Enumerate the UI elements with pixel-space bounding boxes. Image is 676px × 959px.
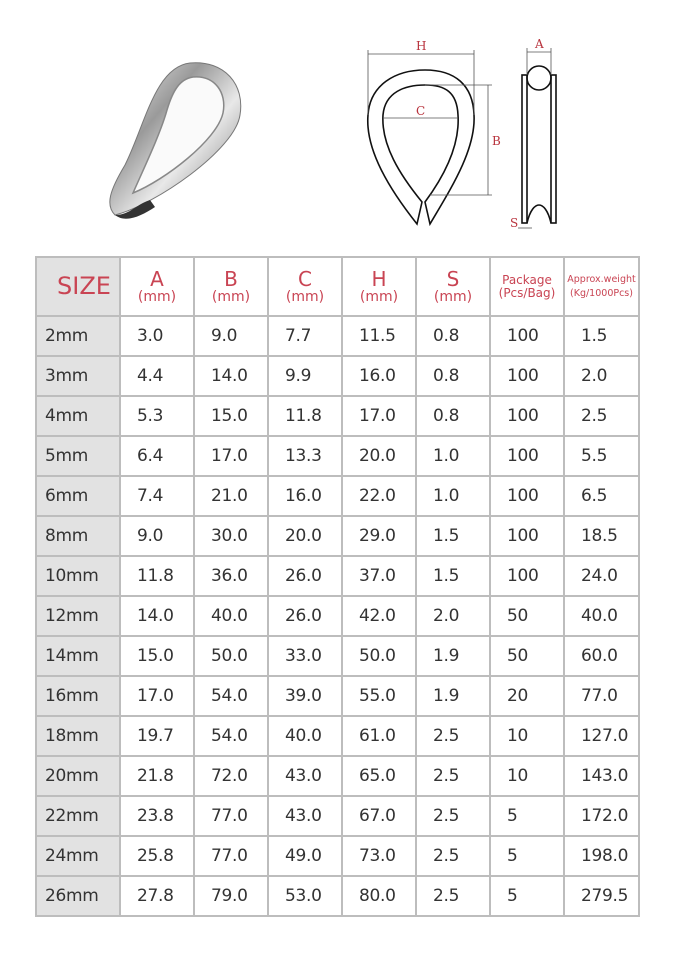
value-cell: 15.0 bbox=[194, 396, 268, 436]
value-cell: 0.8 bbox=[416, 356, 490, 396]
table-row bbox=[36, 716, 639, 756]
size-cell: 14mm bbox=[36, 636, 120, 676]
value-cell: 26.0 bbox=[268, 596, 342, 636]
size-cell: 6mm bbox=[36, 476, 120, 516]
value-cell: 53.0 bbox=[268, 876, 342, 916]
table-row bbox=[36, 316, 639, 356]
value-cell: 79.0 bbox=[194, 876, 268, 916]
value-cell: 73.0 bbox=[342, 836, 416, 876]
column-header-a bbox=[120, 257, 194, 316]
header-label: Package bbox=[502, 272, 552, 287]
size-cell: 10mm bbox=[36, 556, 120, 596]
column-header-package bbox=[490, 257, 564, 316]
value-cell: 0.8 bbox=[416, 316, 490, 356]
value-cell: 5.3 bbox=[120, 396, 194, 436]
value-cell: 20.0 bbox=[342, 436, 416, 476]
table-row bbox=[36, 436, 639, 476]
value-cell: 2.5 bbox=[416, 876, 490, 916]
spec-table bbox=[35, 256, 640, 917]
size-cell: 18mm bbox=[36, 716, 120, 756]
table-row bbox=[36, 356, 639, 396]
value-cell: 2.5 bbox=[416, 756, 490, 796]
column-header-h bbox=[342, 257, 416, 316]
value-cell: 77.0 bbox=[564, 676, 639, 716]
size-cell: 4mm bbox=[36, 396, 120, 436]
header-label: S bbox=[446, 266, 460, 291]
table-row bbox=[36, 756, 639, 796]
value-cell: 11.8 bbox=[268, 396, 342, 436]
value-cell: 1.9 bbox=[416, 676, 490, 716]
table-row bbox=[36, 556, 639, 596]
value-cell: 40.0 bbox=[194, 596, 268, 636]
size-cell: 2mm bbox=[36, 316, 120, 356]
value-cell: 1.9 bbox=[416, 636, 490, 676]
value-cell: 5 bbox=[490, 796, 564, 836]
header-label: C bbox=[298, 266, 312, 291]
value-cell: 7.4 bbox=[120, 476, 194, 516]
value-cell: 1.0 bbox=[416, 476, 490, 516]
value-cell: 2.0 bbox=[416, 596, 490, 636]
size-cell: 16mm bbox=[36, 676, 120, 716]
size-cell: 12mm bbox=[36, 596, 120, 636]
value-cell: 65.0 bbox=[342, 756, 416, 796]
value-cell: 21.0 bbox=[194, 476, 268, 516]
value-cell: 40.0 bbox=[268, 716, 342, 756]
value-cell: 172.0 bbox=[564, 796, 639, 836]
value-cell: 15.0 bbox=[120, 636, 194, 676]
value-cell: 33.0 bbox=[268, 636, 342, 676]
value-cell: 100 bbox=[490, 316, 564, 356]
value-cell: 49.0 bbox=[268, 836, 342, 876]
value-cell: 36.0 bbox=[194, 556, 268, 596]
value-cell: 100 bbox=[490, 476, 564, 516]
value-cell: 29.0 bbox=[342, 516, 416, 556]
value-cell: 7.7 bbox=[268, 316, 342, 356]
size-cell: 5mm bbox=[36, 436, 120, 476]
value-cell: 50 bbox=[490, 596, 564, 636]
value-cell: 16.0 bbox=[268, 476, 342, 516]
label-h: H bbox=[416, 39, 427, 53]
column-header-c bbox=[268, 257, 342, 316]
header-label: H bbox=[371, 266, 387, 291]
value-cell: 77.0 bbox=[194, 836, 268, 876]
wire-rope-thimble-photo bbox=[95, 55, 255, 225]
value-cell: 14.0 bbox=[120, 596, 194, 636]
value-cell: 2.5 bbox=[416, 796, 490, 836]
value-cell: 1.5 bbox=[416, 516, 490, 556]
value-cell: 9.9 bbox=[268, 356, 342, 396]
header-label: B bbox=[224, 266, 238, 291]
header-unit: (mm) bbox=[285, 288, 325, 305]
value-cell: 50.0 bbox=[194, 636, 268, 676]
value-cell: 55.0 bbox=[342, 676, 416, 716]
value-cell: 11.5 bbox=[342, 316, 416, 356]
value-cell: 50 bbox=[490, 636, 564, 676]
size-cell: 8mm bbox=[36, 516, 120, 556]
value-cell: 6.5 bbox=[564, 476, 639, 516]
table-row bbox=[36, 596, 639, 636]
value-cell: 27.8 bbox=[120, 876, 194, 916]
value-cell: 24.0 bbox=[564, 556, 639, 596]
value-cell: 20 bbox=[490, 676, 564, 716]
value-cell: 0.8 bbox=[416, 396, 490, 436]
table-header-row bbox=[36, 257, 639, 316]
label-c: C bbox=[416, 104, 426, 118]
value-cell: 17.0 bbox=[342, 396, 416, 436]
value-cell: 43.0 bbox=[268, 756, 342, 796]
header-label: A bbox=[150, 266, 164, 291]
size-cell: 22mm bbox=[36, 796, 120, 836]
value-cell: 26.0 bbox=[268, 556, 342, 596]
table-row bbox=[36, 676, 639, 716]
value-cell: 5.5 bbox=[564, 436, 639, 476]
thimble-dimension-diagram bbox=[350, 30, 570, 240]
value-cell: 43.0 bbox=[268, 796, 342, 836]
table-row bbox=[36, 516, 639, 556]
value-cell: 22.0 bbox=[342, 476, 416, 516]
value-cell: 100 bbox=[490, 436, 564, 476]
value-cell: 127.0 bbox=[564, 716, 639, 756]
value-cell: 14.0 bbox=[194, 356, 268, 396]
size-cell: 26mm bbox=[36, 876, 120, 916]
value-cell: 60.0 bbox=[564, 636, 639, 676]
label-a: A bbox=[535, 37, 544, 51]
value-cell: 5 bbox=[490, 876, 564, 916]
value-cell: 279.5 bbox=[564, 876, 639, 916]
value-cell: 37.0 bbox=[342, 556, 416, 596]
value-cell: 100 bbox=[490, 396, 564, 436]
value-cell: 67.0 bbox=[342, 796, 416, 836]
header-unit: (mm) bbox=[359, 288, 399, 305]
value-cell: 21.8 bbox=[120, 756, 194, 796]
value-cell: 13.3 bbox=[268, 436, 342, 476]
value-cell: 50.0 bbox=[342, 636, 416, 676]
value-cell: 2.5 bbox=[416, 716, 490, 756]
value-cell: 17.0 bbox=[194, 436, 268, 476]
value-cell: 9.0 bbox=[194, 316, 268, 356]
value-cell: 1.5 bbox=[564, 316, 639, 356]
value-cell: 100 bbox=[490, 356, 564, 396]
value-cell: 4.4 bbox=[120, 356, 194, 396]
value-cell: 16.0 bbox=[342, 356, 416, 396]
size-cell: 24mm bbox=[36, 836, 120, 876]
header-unit: (Pcs/Bag) bbox=[498, 285, 556, 300]
value-cell: 40.0 bbox=[564, 596, 639, 636]
value-cell: 11.8 bbox=[120, 556, 194, 596]
column-header-b bbox=[194, 257, 268, 316]
label-b: B bbox=[492, 134, 501, 148]
column-header-size: SIZE bbox=[36, 257, 120, 316]
column-header-approxweight bbox=[564, 257, 639, 316]
value-cell: 18.5 bbox=[564, 516, 639, 556]
value-cell: 2.0 bbox=[564, 356, 639, 396]
column-header-s bbox=[416, 257, 490, 316]
value-cell: 19.7 bbox=[120, 716, 194, 756]
value-cell: 23.8 bbox=[120, 796, 194, 836]
value-cell: 198.0 bbox=[564, 836, 639, 876]
table-row bbox=[36, 876, 639, 916]
value-cell: 100 bbox=[490, 516, 564, 556]
value-cell: 77.0 bbox=[194, 796, 268, 836]
value-cell: 5 bbox=[490, 836, 564, 876]
value-cell: 30.0 bbox=[194, 516, 268, 556]
value-cell: 1.0 bbox=[416, 436, 490, 476]
header-unit: (mm) bbox=[137, 288, 177, 305]
value-cell: 39.0 bbox=[268, 676, 342, 716]
label-s: S bbox=[510, 216, 519, 230]
size-cell: 3mm bbox=[36, 356, 120, 396]
value-cell: 20.0 bbox=[268, 516, 342, 556]
header-label: Approx.weight bbox=[567, 273, 636, 285]
value-cell: 9.0 bbox=[120, 516, 194, 556]
value-cell: 100 bbox=[490, 556, 564, 596]
table-row bbox=[36, 396, 639, 436]
value-cell: 6.4 bbox=[120, 436, 194, 476]
value-cell: 10 bbox=[490, 716, 564, 756]
value-cell: 61.0 bbox=[342, 716, 416, 756]
value-cell: 2.5 bbox=[564, 396, 639, 436]
value-cell: 54.0 bbox=[194, 716, 268, 756]
header-unit: (Kg/1000Pcs) bbox=[570, 287, 633, 299]
value-cell: 80.0 bbox=[342, 876, 416, 916]
value-cell: 143.0 bbox=[564, 756, 639, 796]
value-cell: 72.0 bbox=[194, 756, 268, 796]
value-cell: 3.0 bbox=[120, 316, 194, 356]
table-row bbox=[36, 796, 639, 836]
value-cell: 25.8 bbox=[120, 836, 194, 876]
table-row bbox=[36, 836, 639, 876]
table-row bbox=[36, 476, 639, 516]
value-cell: 54.0 bbox=[194, 676, 268, 716]
table-row bbox=[36, 636, 639, 676]
value-cell: 1.5 bbox=[416, 556, 490, 596]
header-unit: (mm) bbox=[433, 288, 473, 305]
header-unit: (mm) bbox=[211, 288, 251, 305]
value-cell: 10 bbox=[490, 756, 564, 796]
value-cell: 17.0 bbox=[120, 676, 194, 716]
size-cell: 20mm bbox=[36, 756, 120, 796]
value-cell: 2.5 bbox=[416, 836, 490, 876]
value-cell: 42.0 bbox=[342, 596, 416, 636]
